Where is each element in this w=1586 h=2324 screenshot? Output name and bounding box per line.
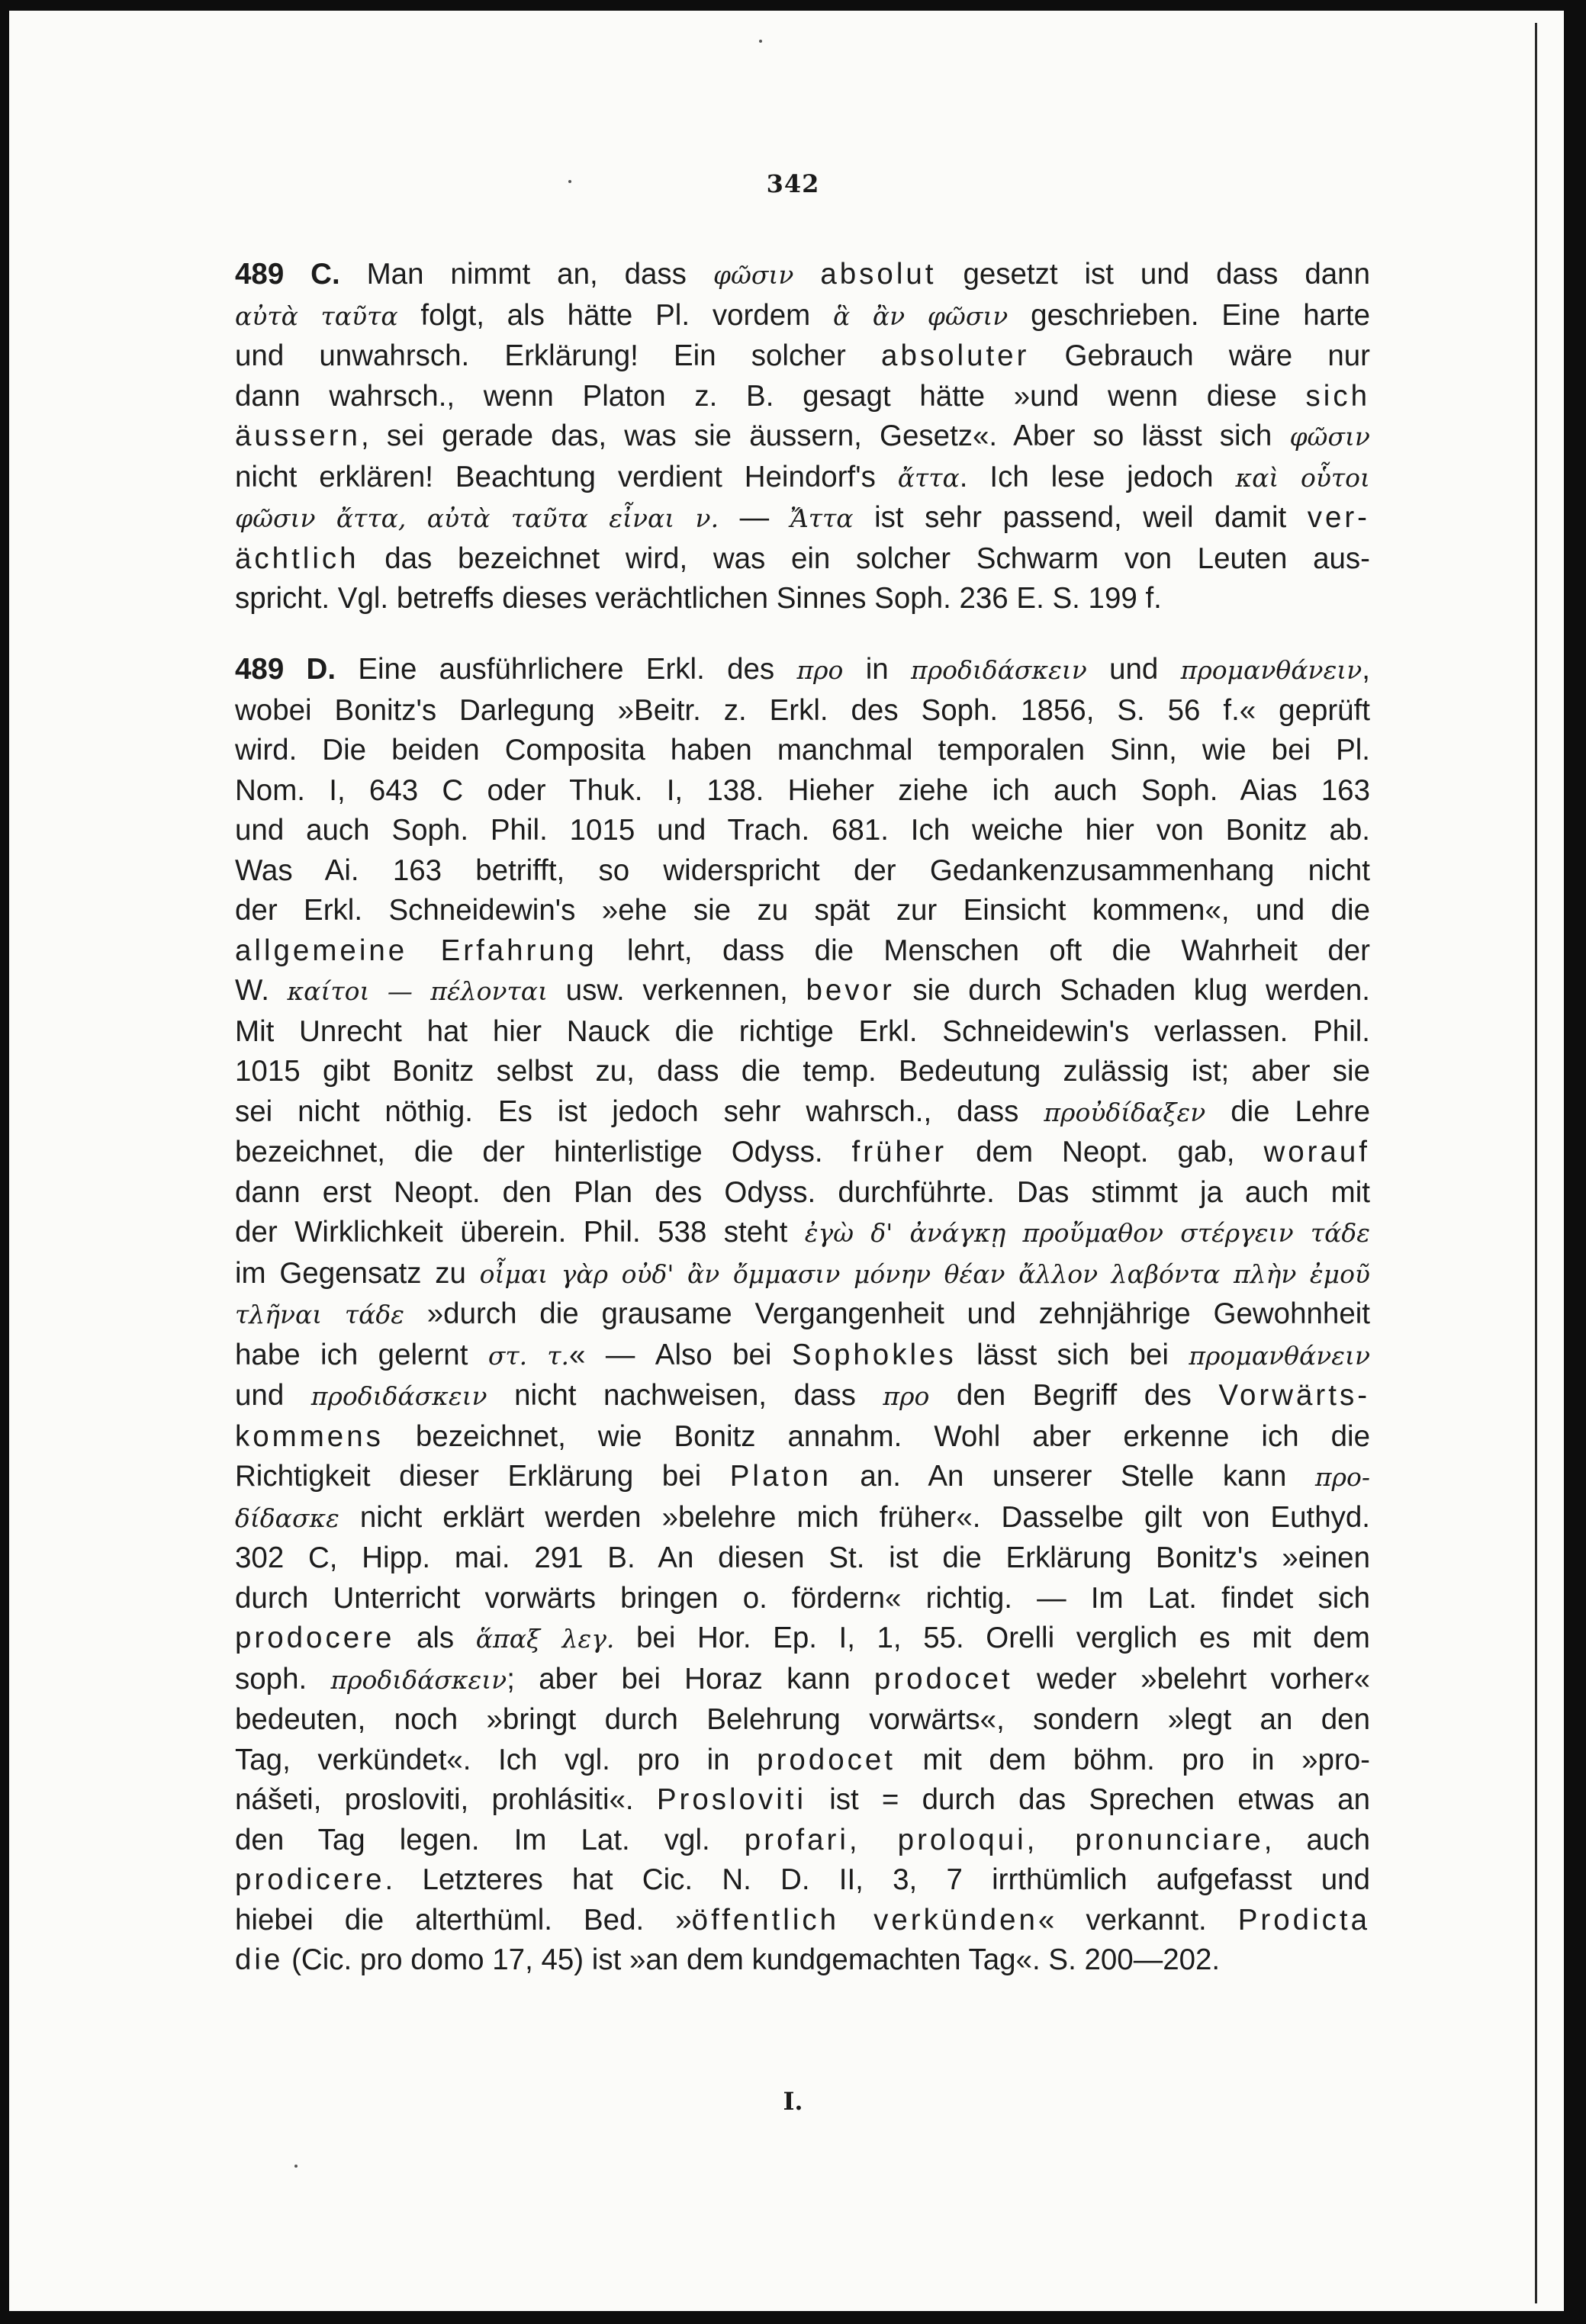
text-run: Tag, verkündet«. Ich vgl. pro in: [235, 1743, 758, 1776]
text-run: wird. Die beiden Composita haben manchmal temporalen Sinn, wie bei Pl.: [235, 734, 1370, 767]
text-run: . Letzteres hat Cic. N. D. II, 3, 7 irrthümlich aufgefasst und: [384, 1863, 1370, 1896]
text-line: [235, 731, 1370, 771]
text-run: Eine ausführlichere Erkl. des: [336, 653, 797, 686]
text-run: —: [719, 501, 790, 534]
text-run: und auch Soph. Phil. 1015 und Trach. 681. Ich weiche hier von Bonitz ab.: [235, 814, 1370, 847]
greek-quote: αὐτὰ ταῦτα: [235, 301, 398, 331]
emphasis-spaced: prodocet: [873, 1662, 1013, 1696]
scan-border-right: [1564, 0, 1586, 2324]
emphasis-spaced: absoluter: [881, 339, 1030, 372]
text-run: Gebrauch wäre nur: [1029, 339, 1370, 372]
text-line: [235, 1660, 1370, 1701]
emphasis-spaced: bevor: [806, 974, 895, 1007]
text-run: W.: [235, 974, 288, 1007]
text-run: und: [1086, 653, 1181, 686]
text-run: 302 C, Hipp. mai. 291 B. An diesen St. ist die Erklärung Bonitz's »einen: [235, 1541, 1370, 1574]
text-run: . Ich lese jedoch: [959, 460, 1236, 493]
greek-quote: φῶσιν: [713, 260, 794, 290]
text-run: im Gegensatz zu: [235, 1256, 480, 1290]
text-run: 1015 gibt Bonitz selbst zu, dass die temp. Bedeutung zulässig ist; aber sie: [235, 1055, 1370, 1088]
text-line: [235, 1417, 1370, 1458]
signature-mark: I.: [783, 2087, 803, 2116]
text-line: [235, 891, 1370, 931]
emphasis-spaced: Prosloviti: [656, 1783, 807, 1816]
text-line: [235, 1860, 1370, 1901]
text-line: [235, 336, 1370, 377]
text-line: [235, 377, 1370, 417]
text-run: sie durch Schaden klug werden.: [894, 974, 1370, 1007]
text-line: [235, 1254, 1370, 1295]
text-run: wobei Bonitz's Darlegung »Beitr. z. Erkl. des Soph. 1856, S. 56 f.« geprüft: [235, 693, 1370, 727]
section-reference: 489 C.: [235, 258, 340, 291]
text-run: spricht. Vgl. betreffs dieses verächtlichen Sinnes Soph. 236 E. S. 199 f.: [235, 582, 1162, 615]
greek-quote: προμανθάνειν: [1189, 1340, 1370, 1371]
text-run: soph.: [235, 1662, 331, 1696]
text-run: , auch: [1263, 1823, 1370, 1856]
emphasis-spaced: Sophokles: [791, 1338, 957, 1371]
text-run: und unwahrsch. Erklärung! Ein solcher: [235, 339, 882, 372]
emphasis-spaced: prodocere: [235, 1622, 395, 1654]
text-line: [235, 1336, 1370, 1377]
scan-border-bottom: [0, 2311, 1586, 2324]
text-line: [235, 1538, 1370, 1579]
text-line: [235, 1901, 1370, 1941]
greek-quote: οἶμαι γὰρ οὐδ' ἂν ὄμμασιν μόνην θέαν ἄλλον λαβόντα πλὴν ἐμοῦ: [479, 1258, 1370, 1289]
greek-quote: προὐδίδαξεν: [1044, 1097, 1206, 1127]
text-run: Richtigkeit dieser Erklärung bei: [235, 1460, 730, 1493]
greek-quote: στ. τ.: [487, 1340, 570, 1371]
greek-quote: προδιδάσκειν: [911, 655, 1087, 685]
emphasis-spaced: sich: [1305, 379, 1370, 413]
emphasis-spaced: prodocet: [757, 1743, 896, 1776]
text-run: den Begriff des: [929, 1379, 1219, 1412]
text-run: ist = durch das Sprechen etwas an: [806, 1783, 1370, 1816]
greek-quote: δίδασκε: [235, 1503, 339, 1533]
text-line: [235, 458, 1370, 499]
text-line: [235, 811, 1370, 851]
text-run: »durch die grausame Vergangenheit und zehnjährige Gewohnheit: [404, 1297, 1370, 1330]
text-run: Mit Unrecht hat hier Nauck die richtige Erkl. Schneidewin's verlassen. Phil.: [235, 1014, 1370, 1048]
greek-quote: φῶσιν: [1289, 422, 1370, 452]
text-run: den Tag legen. Im Lat. vgl.: [235, 1823, 745, 1856]
text-run: der Wirklichkeit überein. Phil. 538 steht: [235, 1216, 805, 1249]
emphasis-spaced: profari, proloqui, pronunciare: [744, 1823, 1264, 1856]
emphasis-spaced: früher: [851, 1136, 947, 1168]
text-run: nicht erklärt werden »belehre mich früher«. Dasselbe gilt von Euthyd.: [339, 1500, 1370, 1534]
greek-quote: ἐγὼ δ' ἀνάγκῃ προὔμαθον στέργειν τάδε: [804, 1218, 1370, 1248]
text-line: [235, 1173, 1370, 1213]
text-line: [235, 1700, 1370, 1741]
text-line: [235, 579, 1370, 619]
greek-quote: προδιδάσκειν: [330, 1664, 507, 1695]
greek-quote: προ: [796, 655, 844, 685]
paragraph-489c: [235, 255, 1370, 619]
text-line: [235, 1579, 1370, 1619]
page-edge-line: [1535, 23, 1537, 2303]
text-run: dem Neopt. gab,: [947, 1136, 1264, 1168]
greek-quote: προμανθάνειν: [1180, 655, 1362, 685]
greek-quote: προ-: [1314, 1462, 1370, 1492]
greek-quote: προ: [883, 1381, 930, 1411]
greek-quote: Ἄττα: [790, 503, 854, 533]
text-line: [235, 931, 1370, 972]
emphasis-spaced: äussern: [235, 419, 361, 452]
emphasis-spaced: Prodicta: [1237, 1903, 1370, 1937]
greek-quote: ἅπαξ λεγ.: [475, 1624, 615, 1654]
text-run: (Cic. pro domo 17, 45) ist »an dem kundgemachten Tag«. S. 200—202.: [283, 1943, 1221, 1976]
greek-quote: φῶσιν ἄττα, αὐτὰ ταῦτα εἶναι ν.: [235, 503, 719, 533]
text-line: [235, 851, 1370, 892]
greek-quote: καὶ οὗτοι: [1235, 462, 1370, 493]
text-run: das bezeichnet wird, was ein solcher Schwarm von Leuten aus-: [359, 542, 1370, 575]
greek-quote: προδιδάσκειν: [310, 1381, 487, 1411]
text-line: [235, 1498, 1370, 1539]
paragraph-489d: [235, 650, 1370, 1981]
emphasis-spaced: ächtlich: [235, 542, 359, 575]
text-run: , sei gerade das, was sie äussern, Gesetz«. Aber so lässt sich: [360, 419, 1290, 452]
text-run: der Erkl. Schneidewin's »ehe sie zu spät zur Einsicht kommen«, und die: [235, 894, 1370, 927]
text-line: [235, 416, 1370, 458]
text-line: [235, 498, 1370, 539]
emphasis-spaced: Platon: [729, 1460, 832, 1493]
greek-quote: ἄττα: [897, 462, 960, 493]
text-run: weder »belehrt vorher«: [1012, 1662, 1370, 1696]
emphasis-spaced: ver-: [1307, 501, 1370, 534]
text-line: [235, 1821, 1370, 1861]
text-run: « — Also bei: [569, 1338, 792, 1371]
text-run: ist sehr passend, weil damit: [853, 501, 1308, 534]
text-run: dann wahrsch., wenn Platon z. B. gesagt hätte »und wenn diese: [235, 379, 1306, 413]
text-run: bezeichnet, wie Bonitz annahm. Wohl aber erkenne ich die: [383, 1419, 1370, 1453]
text-run: Was Ai. 163 betrifft, so widerspricht der Gedankenzusammenhang nicht: [235, 853, 1370, 887]
text-line: [235, 1376, 1370, 1417]
emphasis-spaced: kommens: [235, 1419, 384, 1453]
text-run: folgt, als hätte Pl. vordem: [397, 298, 833, 332]
emphasis-spaced: absolut: [820, 258, 937, 291]
greek-quote: καίτοι — πέλονται: [287, 976, 549, 1006]
emphasis-spaced: allgemeine Erfahrung: [235, 934, 597, 967]
text-line: [235, 1457, 1370, 1498]
text-line: [235, 771, 1370, 812]
text-run: [793, 258, 820, 291]
text-run: bei Hor. Ep. I, 1, 55. Orelli verglich es mit dem: [614, 1622, 1371, 1654]
text-run: Man nimmt an, dass: [339, 258, 713, 291]
emphasis-spaced: prodicere: [235, 1863, 385, 1896]
text-line: [235, 650, 1370, 691]
text-run: sei nicht nöthig. Es ist jedoch sehr wahrsch., dass: [235, 1094, 1044, 1128]
text-run: nicht erklären! Beachtung verdient Heindorf's: [235, 460, 898, 493]
emphasis-spaced: öffentlich verkünden: [691, 1903, 1038, 1937]
text-run: ; aber bei Horaz kann: [507, 1662, 874, 1696]
emphasis-spaced: Vorwärts-: [1218, 1379, 1371, 1412]
greek-quote: τλῆναι τάδε: [235, 1300, 404, 1329]
text-line: [235, 1052, 1370, 1092]
page-number: 342: [766, 169, 820, 198]
text-line: [235, 296, 1370, 337]
text-run: geschrieben. Eine harte: [1008, 298, 1371, 332]
text-line: [235, 1092, 1370, 1133]
text-run: bedeuten, noch »bringt durch Belehrung vorwärts«, sondern »legt an den: [235, 1703, 1370, 1736]
text-run: durch Unterricht vorwärts bringen o. fördern« richtig. — Im Lat. findet sich: [235, 1581, 1370, 1615]
text-line: [235, 1618, 1370, 1660]
text-line: [235, 691, 1370, 731]
text-run: mit dem böhm. pro in »pro-: [895, 1743, 1371, 1776]
text-run: nášeti, prosloviti, prohlásiti«.: [235, 1783, 657, 1816]
scan-speck: [294, 2165, 298, 2168]
emphasis-spaced: worauf: [1263, 1136, 1370, 1168]
text-line: [235, 971, 1370, 1012]
text-run: habe ich gelernt: [235, 1338, 488, 1371]
emphasis-spaced: die: [235, 1943, 284, 1976]
text-line: [235, 1294, 1370, 1336]
text-run: dann erst Neopt. den Plan des Odyss. durchführte. Das stimmt ja auch mit: [235, 1175, 1370, 1209]
text-run: lehrt, dass die Menschen oft die Wahrheit der: [597, 934, 1370, 967]
scan-border-left: [0, 0, 9, 2324]
text-run: gesetzt ist und dass dann: [936, 258, 1370, 291]
text-line: [235, 1133, 1370, 1173]
scan-speck: [759, 40, 762, 43]
text-run: an. An unserer Stelle kann: [831, 1460, 1315, 1493]
text-run: und: [235, 1379, 311, 1412]
text-run: Nom. I, 643 C oder Thuk. I, 138. Hieher ziehe ich auch Soph. Aias 163: [235, 773, 1370, 807]
text-line: [235, 255, 1370, 296]
section-reference: 489 D.: [235, 653, 336, 686]
text-run: bezeichnet, die der hinterlistige Odyss.: [235, 1136, 852, 1168]
text-run: nicht nachweisen, dass: [487, 1379, 883, 1412]
text-line: [235, 1012, 1370, 1053]
text-run: die Lehre: [1205, 1094, 1370, 1128]
text-run: in: [843, 653, 911, 686]
greek-quote: ἃ ἂν φῶσιν: [833, 301, 1009, 331]
text-run: als: [394, 1622, 476, 1654]
text-run: « verkannt.: [1037, 1903, 1238, 1937]
scan-border-top: [0, 0, 1586, 11]
text-line: [235, 1741, 1370, 1781]
text-line: [235, 539, 1370, 580]
text-run: lässt sich bei: [956, 1338, 1189, 1371]
text-line: [235, 1213, 1370, 1254]
text-line: [235, 1780, 1370, 1821]
text-run: hiebei die alterthüml. Bed. »: [235, 1903, 692, 1937]
text-run: ,: [1362, 653, 1370, 686]
text-line: [235, 1940, 1370, 1981]
text-run: usw. verkennen,: [548, 974, 806, 1007]
